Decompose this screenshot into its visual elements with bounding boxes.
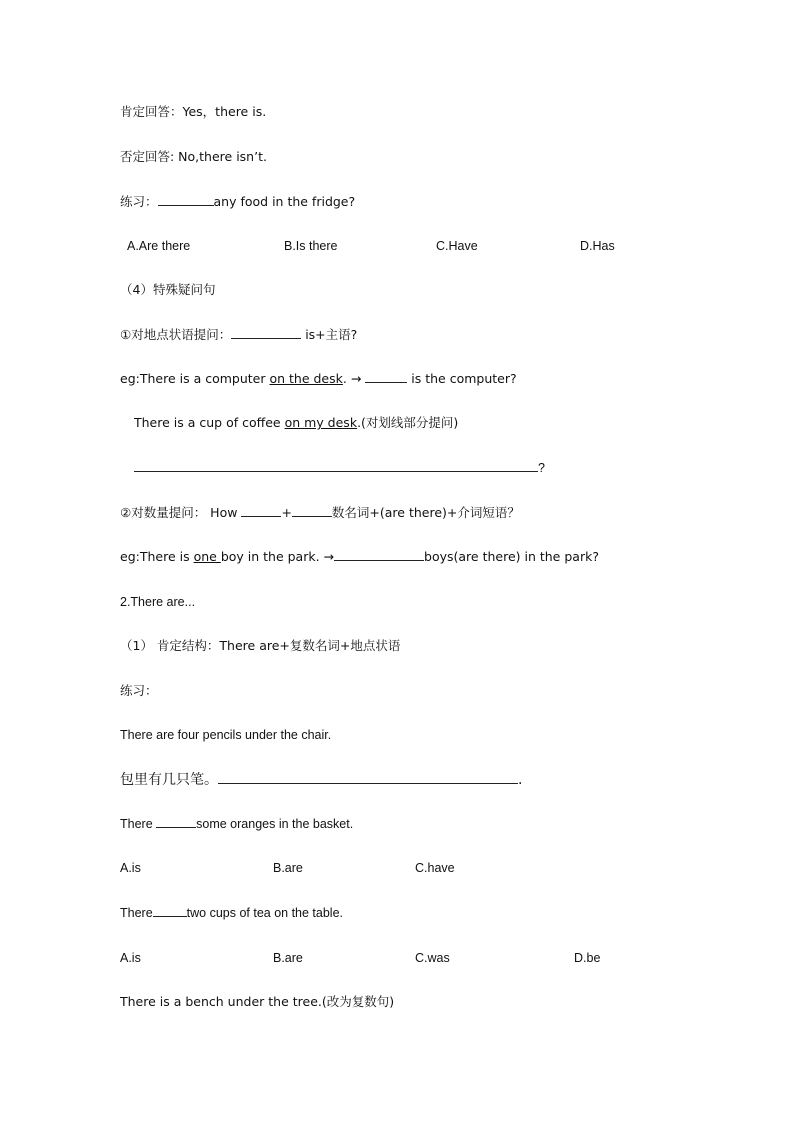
answer-blank[interactable] (334, 548, 424, 561)
example-text: eg:There is (120, 549, 194, 564)
option-b: B.Is there (284, 239, 338, 253)
exercise-sentence: There are four pencils under the chair. (120, 728, 332, 742)
option-b: B.are (273, 861, 303, 875)
chinese-prompt: 包里有几只笔。 (120, 772, 218, 788)
section-heading-special-question: （4）特殊疑问句 (120, 282, 216, 297)
exercise-text: two cups of tea on the table. (186, 906, 344, 920)
answer-yes-line: 肯定回答：Yes，there is. (120, 104, 267, 119)
exercise-line-3 (120, 904, 343, 922)
section-heading-there-are: 2.There are... (120, 595, 196, 609)
option-c: C.was (415, 951, 450, 965)
exercise-text: There (120, 817, 157, 831)
plus-sign: + (281, 505, 292, 520)
rule-text: ②对数量提问： How (120, 505, 242, 520)
option-d: D.be (574, 951, 601, 965)
rule-text: is+主语? (301, 327, 358, 342)
place-question-rule (120, 326, 357, 344)
rule-text: 数名词+(are there)+介词短语？ (331, 505, 520, 520)
option-d: D.Has (580, 239, 615, 253)
option-a: A.is (120, 951, 141, 965)
exercise-text: any food in the fridge? (213, 194, 356, 209)
answer-no-line: 否定回答: No,there isn’t. (120, 149, 267, 164)
example-text: boys(are there) in the park? (424, 549, 599, 564)
underlined-phrase: on my desk (284, 415, 358, 430)
question-mark: ? (538, 461, 545, 475)
underlined-phrase: one (193, 549, 221, 564)
answer-blank[interactable] (365, 370, 407, 383)
long-answer-line (134, 459, 545, 477)
option-c: C.have (415, 861, 455, 875)
rewrite-exercise-line: There is a bench under the tree.(改为复数句) (120, 994, 395, 1009)
exercise-text: There (120, 906, 153, 920)
exercise-text: some oranges in the basket. (196, 817, 354, 831)
option-c: C.Have (436, 239, 478, 253)
example-text: eg:There is a computer (120, 371, 270, 386)
exercise-label-2: 练习： (120, 683, 158, 698)
example-text: There is a cup of coffee (134, 415, 285, 430)
instruction-text: .(对划线部分提问) (357, 415, 459, 430)
underlined-phrase: on the desk (269, 371, 343, 386)
answer-blank[interactable] (218, 771, 518, 784)
answer-blank[interactable] (158, 193, 214, 206)
example-line-1 (120, 370, 517, 388)
option-a: A.is (120, 861, 141, 875)
rule-label: ①对地点状语提问： (120, 327, 232, 342)
example-text: boy in the park. → (220, 549, 335, 564)
translation-line (120, 771, 522, 789)
affirmative-structure-line: （1） 肯定结构：There are+复数名词+地点状语 (120, 638, 401, 653)
option-a: A.Are there (127, 239, 191, 253)
quantity-question-rule (120, 504, 520, 522)
answer-blank[interactable] (153, 904, 187, 917)
period: . (518, 772, 523, 788)
answer-blank[interactable] (231, 326, 301, 339)
example-text: is the computer? (407, 371, 517, 386)
arrow-text: . → (342, 371, 366, 386)
answer-blank[interactable] (134, 459, 538, 472)
example-line-3 (120, 548, 599, 566)
option-b: B.are (273, 951, 303, 965)
example-line-2 (134, 414, 458, 432)
exercise-line-2 (120, 815, 353, 833)
exercise-label: 练习： (120, 194, 158, 209)
answer-blank[interactable] (241, 504, 281, 517)
answer-blank[interactable] (292, 504, 332, 517)
exercise-line-1 (120, 193, 355, 211)
answer-blank[interactable] (156, 815, 196, 828)
